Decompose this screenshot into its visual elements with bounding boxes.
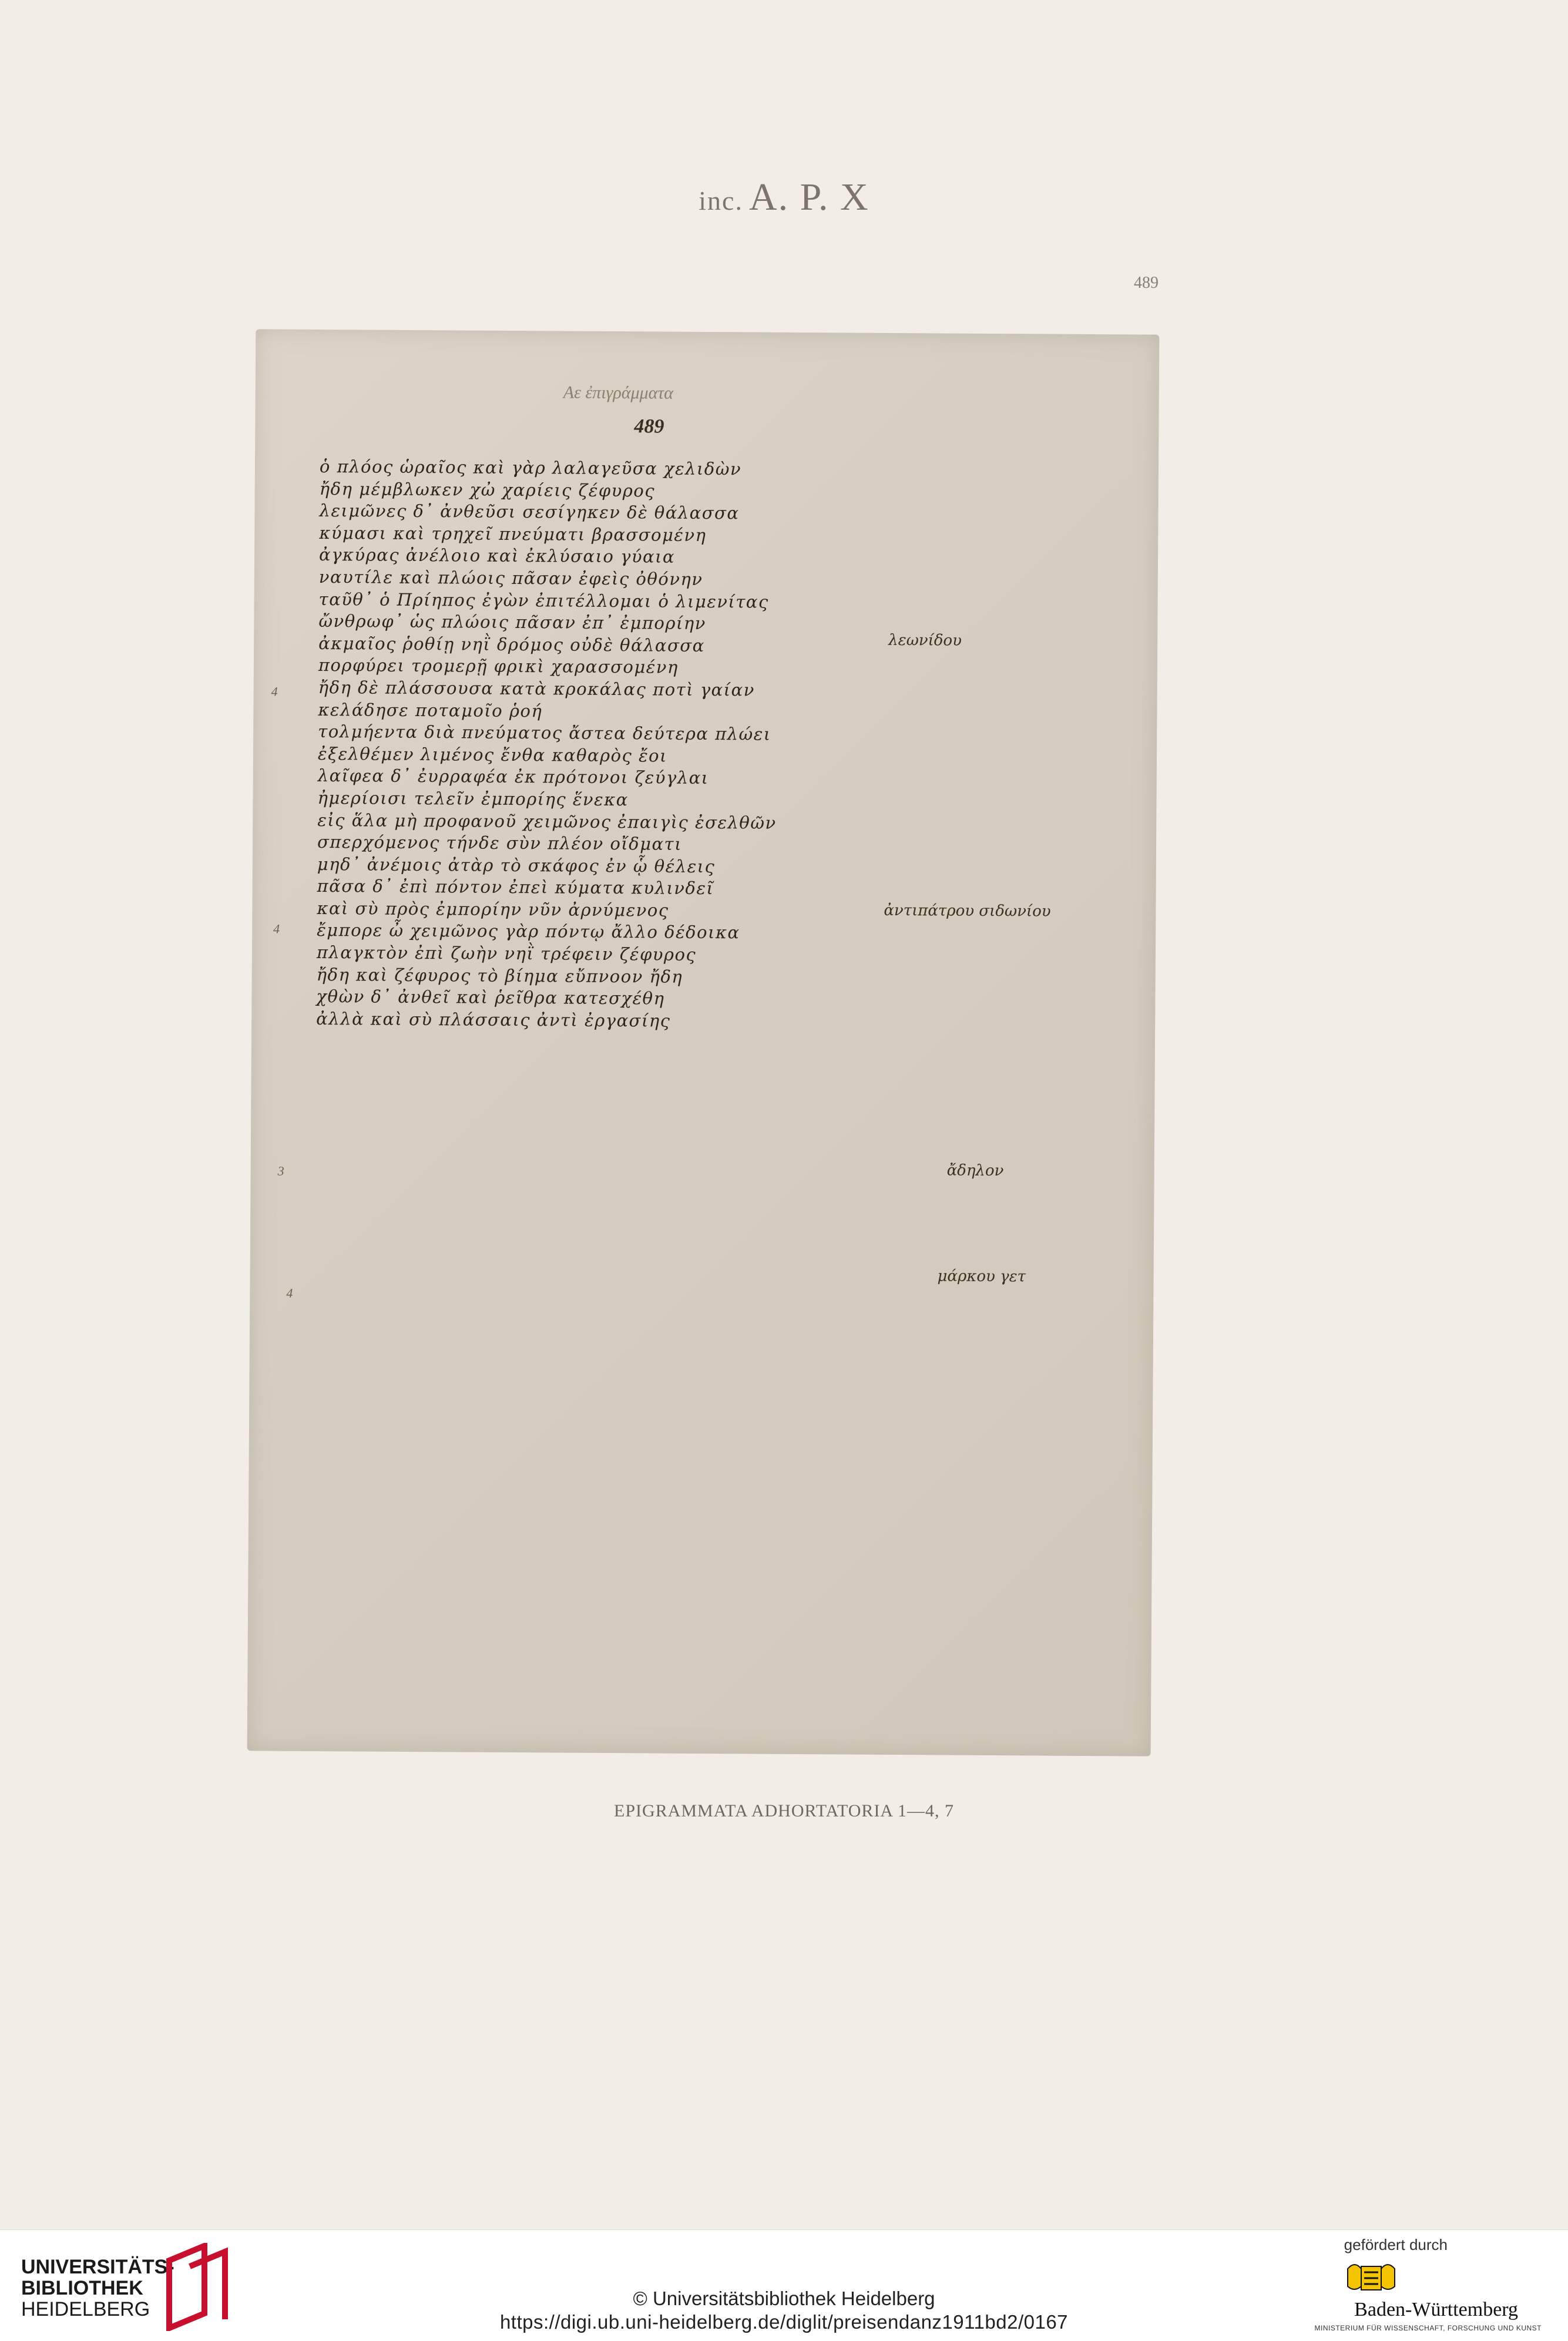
funded-by-label: gefördert durch [1344, 2236, 1448, 2253]
margin-number: 4 [286, 1285, 293, 1301]
plate-title [0, 175, 1568, 220]
manuscript-line: λειμῶνες δ᾽ ἀνθεῦσι σεσίγηκεν δὲ θάλασσα [319, 501, 740, 523]
margin-number: 3 [277, 1163, 284, 1178]
manuscript-line: ναυτίλε καὶ πλώοις πᾶσαν ἐφεὶς ὀθόνην [318, 566, 703, 589]
url-text[interactable]: https://digi.ub.uni-heidelberg.de/diglit/preisendanz1911bd2/0167 [499, 2311, 1069, 2333]
manuscript-text-block [316, 456, 1130, 1035]
manuscript-line: πλαγκτὸν ἐπὶ ζωὴν νηῒ τρέφειν ζέφυρος [316, 942, 697, 965]
manuscript-line: πορφύρει τρομερῇ φρικὶ χαρασσομένη [318, 655, 679, 678]
manuscript-line: εἰς ἅλα μὴ προφανοῦ χειμῶνος ἐπαιγὶς ἐσελθῶν [317, 810, 777, 833]
state-name[interactable]: Baden-Württemberg [1354, 2299, 1518, 2320]
library-line-3: HEIDELBERG [21, 2298, 150, 2320]
margin-number: 4 [273, 921, 280, 936]
manuscript-folio-number: 489 [634, 415, 664, 438]
manuscript-line: μηδ᾽ ἀνέμοις ἀτὰρ τὸ σκάφος ἐν ᾧ θέλεις [317, 854, 716, 876]
margin-note: ἄδηλον [946, 1161, 1004, 1180]
manuscript-line: χθὼν δ᾽ ἀνθεῖ καὶ ῥεῖθρα κατεσχέθη [316, 986, 665, 1009]
manuscript-line: ἀλλὰ καὶ σὺ πλάσσαις ἀντὶ ἐργασίης [316, 1008, 671, 1031]
ministry-name: MINISTERIUM FÜR WISSENSCHAFT, FORSCHUNG UND KUNST [1314, 2324, 1542, 2332]
manuscript-image [247, 329, 1160, 1756]
library-line-2: BIBLIOTHEK [21, 2277, 143, 2299]
manuscript-line: ὁ πλόος ὡραῖος καὶ γὰρ λαλαγεῦσα χελιδὼν [319, 456, 742, 479]
manuscript-line: ἀγκύρας ἀνέλοιο καὶ ἐκλύσαιο γύαια [318, 545, 676, 567]
plate-caption: EPIGRAMMATA ADHORTATORIA 1—4, 7 [614, 1801, 954, 1821]
manuscript-line: ἐξελθέμεν λιμένος ἔνθα καθαρὸς ἔοι [317, 743, 668, 766]
footer-bar [0, 2229, 1568, 2341]
manuscript-line: κύμασι καὶ τρηχεῖ πνεύματι βρασσομένη [319, 522, 707, 545]
title-text: A. P. X [748, 176, 869, 219]
manuscript-line: ἠμερίοισι τελεῖν ἐμπορίης ἕνεκα [317, 787, 629, 810]
library-line-1: UNIVERSITÄTS- [21, 2256, 174, 2278]
manuscript-line: ἤδη καὶ ζέφυρος τὸ βίημα εὔπνοον ἤδη [316, 964, 683, 987]
manuscript-line: ἤδη μέμβλωκεν χὠ χαρίεις ζέφυρος [319, 478, 656, 501]
title-prefix: inc. [699, 186, 743, 216]
manuscript-line: κελάδησε ποταμοῖο ῥοή [318, 699, 543, 721]
margin-note: ἀντιπάτρου σιδωνίου [884, 901, 1051, 921]
manuscript-line: ἤδη δὲ πλάσσουσα κατὰ κροκάλας ποτὶ γαίαν [318, 677, 755, 700]
manuscript-line: λαῖφεα δ᾽ ἐυρραφέα ἐκ πρότονοι ζεύγλαι [317, 765, 709, 788]
manuscript-line: σπερχόμενος τήνδε σὺν πλέον οἴδματι [317, 832, 683, 854]
copyright-text: © Universitätsbibliothek Heidelberg [633, 2288, 935, 2309]
manuscript-line: ἀκμαῖος ῥοθίῃ νηῒ δρόμος οὐδὲ θάλασσα [318, 633, 705, 656]
page-number: 489 [1134, 274, 1159, 292]
manuscript-header-note: Αε ἐπιγράμματα [563, 382, 674, 403]
margin-number: 4 [271, 684, 278, 699]
manuscript-line: καὶ σὺ πρὸς ἐμπορίην νῦν ἀρνύμενος [317, 898, 669, 921]
manuscript-line: ἔμπορε ὦ χειμῶνος γὰρ πόντῳ ἄλλο δέδοικα [317, 920, 740, 943]
state-crest-icon [1345, 2258, 1398, 2299]
manuscript-line: ταῦθ᾽ ὁ Πρίηπος ἐγὼν ἐπιτέλλομαι ὁ λιμενίτας [318, 589, 769, 612]
margin-note: μάρκου γετ [937, 1267, 1026, 1286]
manuscript-line: ὤνθρωφ᾽ ὡς πλώοις πᾶσαν ἐπ᾽ ἐμπορίην [318, 611, 706, 634]
manuscript-line: πᾶσα δ᾽ ἐπὶ πόντον ἐπεὶ κύματα κυλινδεῖ [317, 876, 714, 899]
manuscript-line: τολμήεντα διὰ πνεύματος ἄστεα δεύτερα πλώει [318, 721, 771, 744]
margin-note: λεωνίδου [888, 631, 962, 650]
